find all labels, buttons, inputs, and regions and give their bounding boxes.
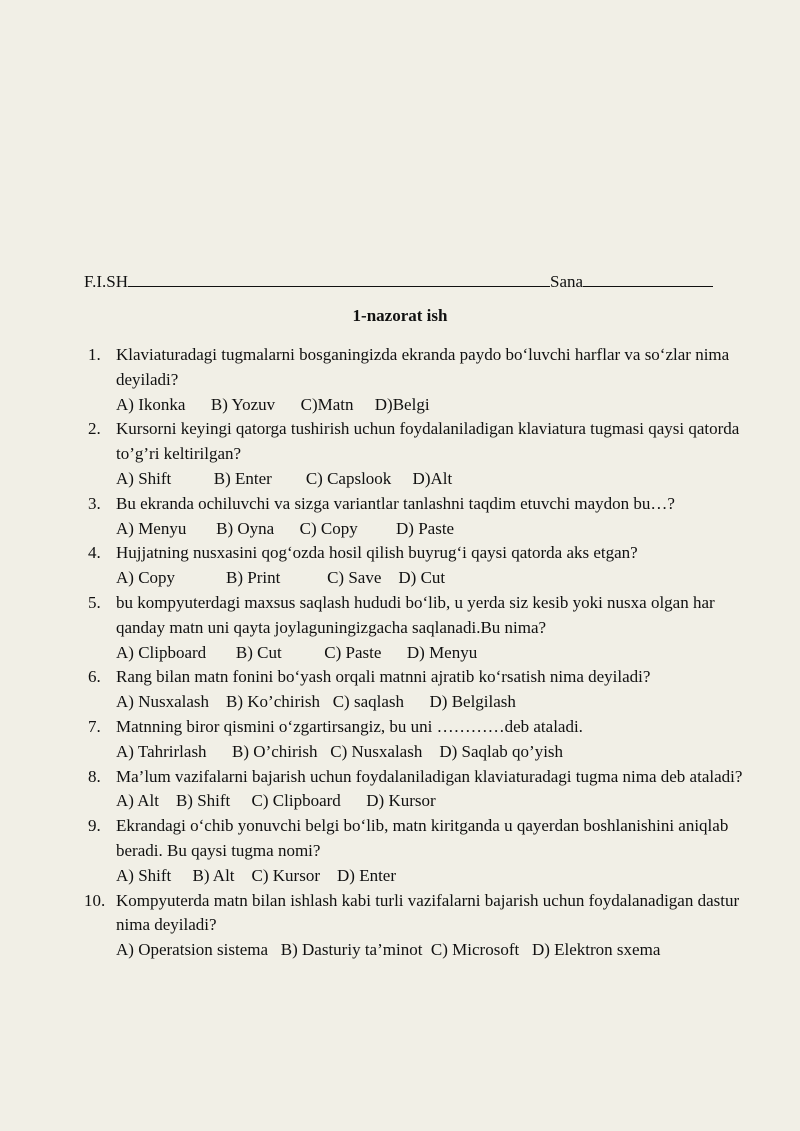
answer-options: A) Ikonka B) Yozuv C)Matn D)Belgi <box>116 394 430 414</box>
question-text: Matnning biror qismini o‘zgartirsangiz, bu uni …………deb ataladi. <box>116 716 583 736</box>
question-text: Klaviaturadagi tugmalarni bosganingizda ekranda paydo bo‘luvchi harflar va so‘zlar nima deyiladi? <box>116 345 730 389</box>
question-number: 8. <box>88 766 101 786</box>
question-number: 3. <box>88 493 101 513</box>
question-number: 4. <box>88 543 101 563</box>
question-text: Hujjatning nusxasini qog‘ozda hosil qilish buyrug‘i qaysi qatorda aks etgan? <box>116 543 638 563</box>
question-item <box>88 665 758 715</box>
question-item <box>88 343 758 417</box>
question-number: 1. <box>88 345 101 364</box>
question-item <box>88 492 758 542</box>
answer-options: A) Copy B) Print C) Save D) Cut <box>116 568 446 588</box>
question-text: Kompyuterda matn bilan ishlash kabi turli vazifalarni bajarish uchun foydalanadigan dastur nima deyiladi? <box>116 890 740 935</box>
question-item <box>88 715 758 765</box>
question-item <box>88 417 758 491</box>
question-number: 9. <box>88 816 101 836</box>
answer-options: A) Clipboard B) Cut C) Paste D) Menyu <box>116 642 478 662</box>
question-item <box>88 541 758 591</box>
question-list <box>84 343 758 963</box>
question-text: Ma’lum vazifalarni bajarish uchun foydalaniladigan klaviaturadagi tugma nima deb ataladi? <box>116 766 743 786</box>
fish-label: F.I.SH <box>84 272 128 291</box>
answer-options: A) Menyu B) Oyna C) Copy D) Paste <box>116 518 455 538</box>
answer-options: A) Nusxalash B) Ko’chirish C) saqlash D) Belgilash <box>116 692 516 712</box>
question-number: 7. <box>88 716 101 736</box>
question-item <box>88 814 758 888</box>
answer-options: A) Tahrirlash B) O’chirish C) Nusxalash D) Saqlab qo’yish <box>116 741 564 761</box>
answer-options: A) Shift B) Enter C) Capslook D)Alt <box>116 468 453 488</box>
page-title: 1-nazorat ish <box>352 306 448 325</box>
question-number: 2. <box>88 419 101 439</box>
question-text: Kursorni keyingi qatorga tushirish uchun foydalaniladigan klaviatura tugmasi qaysi qatorda to’g’ri keltirilgan? <box>116 419 740 464</box>
header-line <box>84 268 744 293</box>
question-item <box>84 889 758 963</box>
answer-options: A) Alt B) Shift C) Clipboard D) Kursor <box>116 791 436 811</box>
answer-options: A) Shift B) Alt C) Kursor D) Enter <box>116 865 397 885</box>
question-text: Ekrandagi o‘chib yonuvchi belgi bo‘lib, matn kiritganda u qayerdan boshlanishini aniqlab beradi. Bu qaysi tugma nomi? <box>116 816 729 860</box>
sana-blank-line <box>583 268 713 287</box>
question-item <box>88 765 758 815</box>
fish-blank-line <box>128 268 550 287</box>
question-text: bu kompyuterdagi maxsus saqlash hududi bo‘lib, u yerda siz kesib yoki nusxa olgan har qanday matn uni qayta joylaguningizgacha saqlanadi.Bu nima? <box>116 592 715 637</box>
answer-options: A) Operatsion sistema B) Dasturiy ta’minot C) Microsoft D) Elektron sxema <box>116 940 661 960</box>
question-text: Rang bilan matn fonini bo‘yash orqali matnni ajratib ko‘rsatish nima deyiladi? <box>116 667 651 687</box>
question-number: 6. <box>88 667 101 687</box>
question-number: 10. <box>84 890 106 910</box>
question-number: 5. <box>88 592 101 612</box>
question-text: Bu ekranda ochiluvchi va sizga variantlar tanlashni taqdim etuvchi maydon bu…? <box>116 493 675 513</box>
sana-label: Sana <box>550 272 584 291</box>
question-item <box>88 591 758 665</box>
